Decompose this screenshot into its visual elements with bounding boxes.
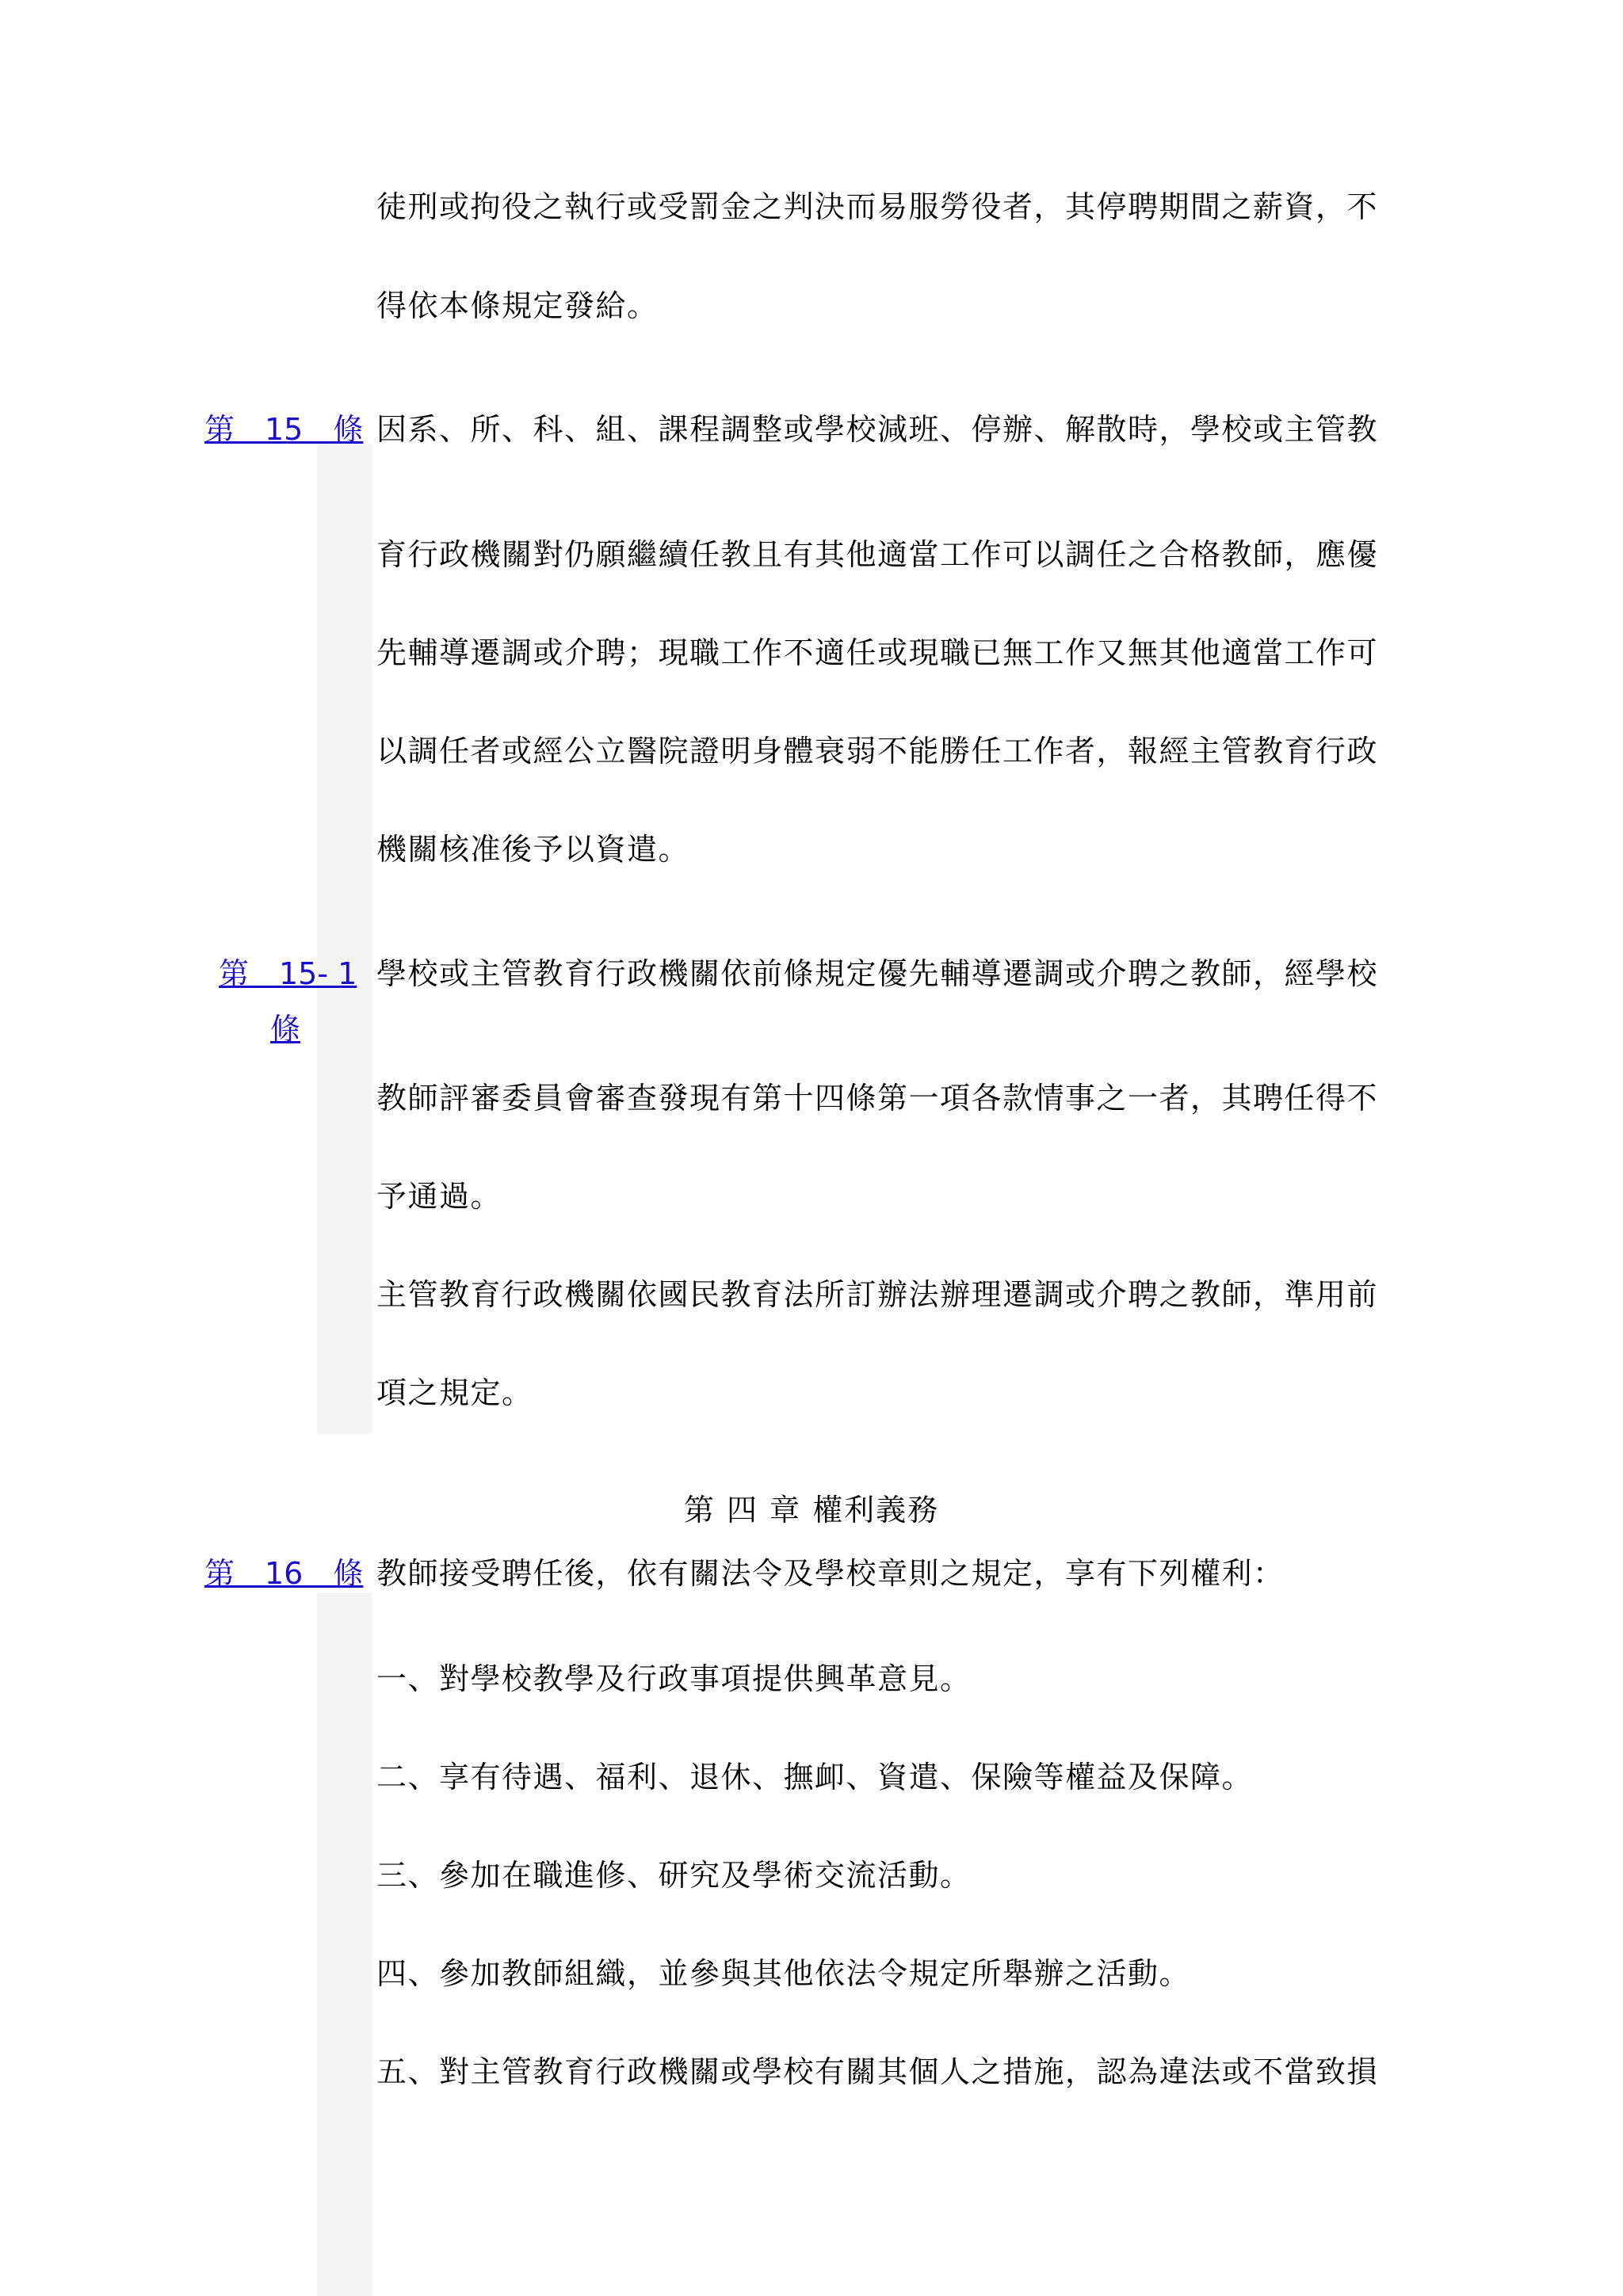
text-line: 項之規定。 <box>376 1375 533 1410</box>
article-link-15-1-suffix[interactable]: 條 <box>270 1012 301 1047</box>
list-item: 一、對學校教學及行政事項提供興革意見。 <box>376 1661 972 1696</box>
text-line: 教師接受聘任後，依有關法令及學校章則之規定，享有下列權利： <box>376 1556 1285 1591</box>
column-shading <box>317 444 372 1434</box>
article-link-15-1[interactable]: 第 15- 1 <box>219 956 357 991</box>
text-line: 徒刑或拘役之執行或受罰金之判決而易服勞役者，其停聘期間之薪資，不 <box>376 189 1379 224</box>
article-link-16[interactable]: 第 16 條 <box>204 1556 364 1591</box>
chapter-heading: 第 四 章 權利義務 <box>683 1493 940 1527</box>
text-line: 因系、所、科、組、課程調整或學校減班、停辦、解散時，學校或主管教 <box>376 412 1379 447</box>
list-item: 四、參加教師組織，並參與其他依法令規定所舉辦之活動。 <box>376 1956 1191 1991</box>
text-line: 教師評審委員會審查發現有第十四條第一項各款情事之一者，其聘任得不 <box>376 1081 1379 1116</box>
text-line: 先輔導遷調或介聘；現職工作不適任或現職已無工作又無其他適當工作可 <box>376 635 1379 670</box>
text-line: 機關核准後予以資遣。 <box>376 832 690 867</box>
column-shading <box>317 1592 372 2296</box>
text-line: 予通過。 <box>376 1179 502 1214</box>
text-line: 學校或主管教育行政機關依前條規定優先輔導遷調或介聘之教師，經學校 <box>376 956 1379 991</box>
article-link-15[interactable]: 第 15 條 <box>204 412 364 447</box>
list-item: 二、享有待遇、福利、退休、撫卹、資遣、保險等權益及保障。 <box>376 1760 1254 1794</box>
list-item: 五、對主管教育行政機關或學校有關其個人之措施，認為違法或不當致損 <box>376 2054 1379 2089</box>
list-item: 三、參加在職進修、研究及學術交流活動。 <box>376 1858 972 1893</box>
text-line: 主管教育行政機關依國民教育法所訂辦法辦理遷調或介聘之教師，準用前 <box>376 1277 1379 1312</box>
text-line: 得依本條規定發給。 <box>376 288 659 323</box>
text-line: 以調任者或經公立醫院證明身體衰弱不能勝任工作者，報經主管教育行政 <box>376 734 1379 769</box>
text-line: 育行政機關對仍願繼續任教且有其他適當工作可以調任之合格教師，應優 <box>376 537 1379 572</box>
